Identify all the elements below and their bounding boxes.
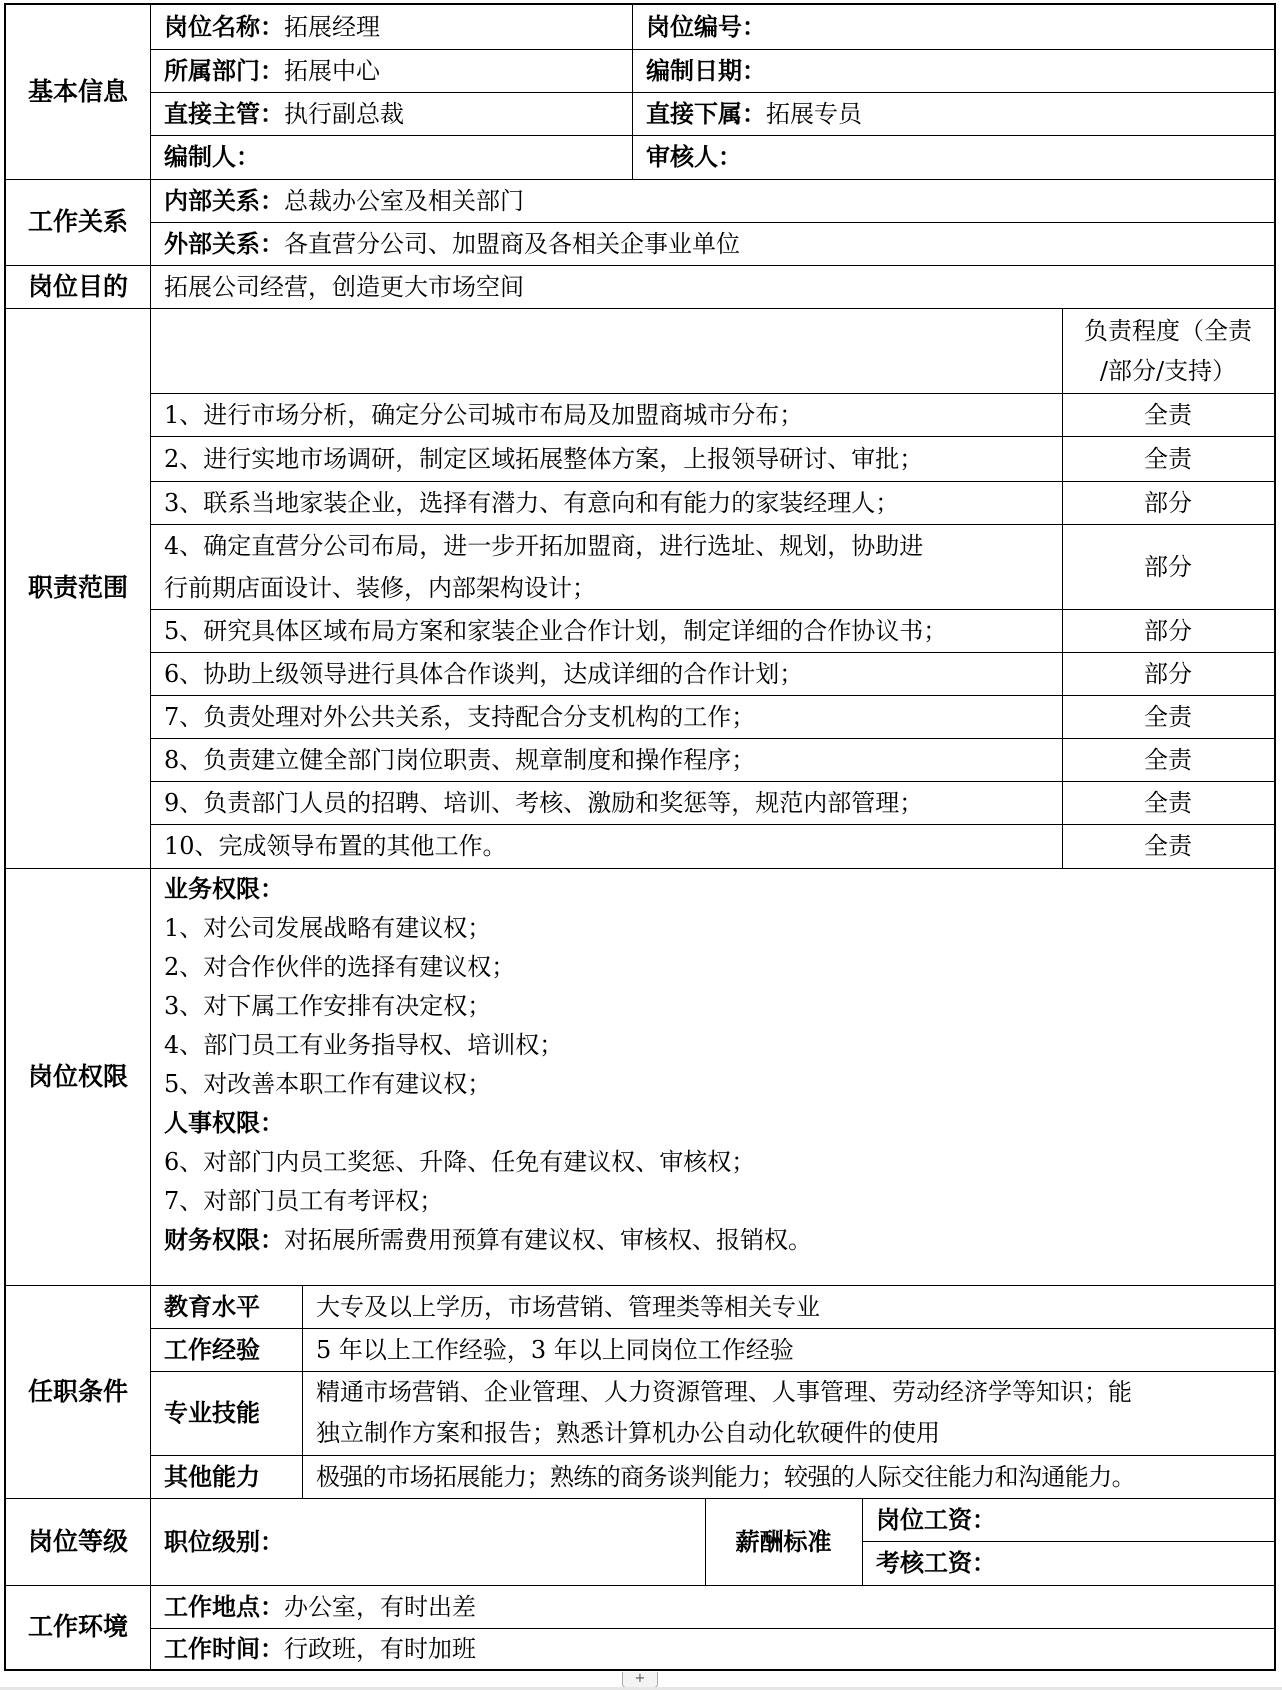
section-grade: 岗位等级 bbox=[27, 1526, 128, 1556]
author-cell bbox=[150, 135, 632, 179]
external-relations-cell bbox=[150, 222, 1274, 265]
section-responsibilities: 职责范围 bbox=[27, 573, 128, 602]
base-salary-label: 岗位工资： bbox=[876, 1505, 996, 1534]
location-value: 办公室，有时出差 bbox=[284, 1592, 476, 1621]
authority-item: 6、对部门内员工奖惩、升降、任免有建议权、审核权； bbox=[164, 1148, 756, 1176]
reviewer-label: 审核人： bbox=[646, 143, 742, 171]
section-authority: 岗位权限 bbox=[27, 1061, 128, 1091]
experience-value: 5 年以上工作经验，3 年以上同岗位工作经验 bbox=[316, 1335, 794, 1364]
responsibility-item: 9、负责部门人员的招聘、培训、考核、激励和奖惩等，规范内部管理； bbox=[164, 788, 924, 817]
date-cell bbox=[632, 49, 1274, 92]
authority-item: 7、对部门员工有考评权； bbox=[164, 1187, 444, 1215]
responsibility-degree: 全责 bbox=[1144, 400, 1192, 429]
hours-label: 工作时间： bbox=[164, 1634, 284, 1663]
internal-relations-cell bbox=[150, 179, 1274, 222]
responsibility-degree: 全责 bbox=[1144, 745, 1192, 774]
responsibility-item-line2: 行前期店面设计、装修，内部架构设计； bbox=[164, 573, 596, 602]
supervisor-value: 执行副总裁 bbox=[284, 99, 404, 128]
authority-item: 2、对合作伙伴的选择有建议权； bbox=[164, 953, 516, 981]
add-row-button[interactable]: + bbox=[622, 1672, 658, 1688]
responsibility-item: 1、进行市场分析，确定分公司城市布局及加盟商城市分布； bbox=[164, 400, 804, 429]
job-description-table bbox=[4, 3, 1276, 1671]
reviewer-cell bbox=[632, 135, 1274, 179]
authority-item: 1、对公司发展战略有建议权； bbox=[164, 914, 492, 942]
internal-relations-label: 内部关系： bbox=[164, 186, 284, 215]
department-label: 所属部门： bbox=[164, 56, 284, 85]
responsibility-item: 2、进行实地市场调研，制定区域拓展整体方案，上报领导研讨、审批； bbox=[164, 444, 924, 473]
external-relations-label: 外部关系： bbox=[164, 229, 284, 258]
level-label: 职位级别： bbox=[164, 1527, 284, 1556]
degree-header-line2: /部分/支持） bbox=[1099, 356, 1237, 385]
subordinate-value: 拓展专员 bbox=[766, 99, 862, 128]
department-value: 拓展中心 bbox=[284, 56, 380, 85]
authority-item: 4、部门员工有业务指导权、培训权； bbox=[164, 1031, 564, 1059]
skills-line1: 精通市场营销、企业管理、人力资源管理、人事管理、劳动经济学等知识；能 bbox=[316, 1378, 1132, 1406]
purpose-text: 拓展公司经营，创造更大市场空间 bbox=[164, 272, 524, 301]
responsibility-degree: 部分 bbox=[1144, 616, 1192, 645]
hours-cell bbox=[150, 1628, 1274, 1669]
finance-authority-text: 对拓展所需费用预算有建议权、审核权、报销权。 bbox=[284, 1226, 812, 1254]
location-cell bbox=[150, 1585, 1274, 1628]
responsibility-item: 5、研究具体区域布局方案和家装企业合作计划，制定详细的合作协议书； bbox=[164, 616, 948, 645]
author-label: 编制人： bbox=[164, 143, 260, 171]
responsibility-item: 3、联系当地家装企业，选择有潜力、有意向和有能力的家装经理人； bbox=[164, 488, 900, 517]
supervisor-cell bbox=[150, 92, 632, 135]
perf-salary-cell bbox=[862, 1541, 1274, 1585]
responsibility-item: 10、完成领导布置的其他工作。 bbox=[164, 832, 507, 860]
business-authority-label: 业务权限： bbox=[164, 875, 284, 903]
supervisor-label: 直接主管： bbox=[164, 99, 284, 128]
date-label: 编制日期： bbox=[646, 56, 766, 85]
skills-line2: 独立制作方案和报告；熟悉计算机办公自动化软硬件的使用 bbox=[316, 1419, 940, 1447]
responsibility-item bbox=[150, 524, 1062, 609]
job-title-value: 拓展经理 bbox=[284, 13, 380, 41]
skills-label: 专业技能 bbox=[164, 1399, 260, 1427]
personnel-authority-label: 人事权限： bbox=[164, 1109, 284, 1137]
degree-header-line1: 负责程度（全责 bbox=[1084, 316, 1252, 345]
section-environment: 工作环境 bbox=[27, 1612, 128, 1641]
external-relations-value: 各直营分公司、加盟商及各相关企事业单位 bbox=[284, 229, 740, 258]
job-code-label: 岗位编号： bbox=[646, 13, 766, 41]
other-ability-value: 极强的市场拓展能力；熟练的商务谈判能力；较强的人际交往能力和沟通能力。 bbox=[316, 1462, 1135, 1491]
authority-item: 3、对下属工作安排有决定权； bbox=[164, 992, 492, 1020]
section-relations: 工作关系 bbox=[27, 207, 128, 236]
perf-salary-label: 考核工资： bbox=[876, 1549, 996, 1577]
section-purpose: 岗位目的 bbox=[27, 271, 128, 301]
responsibility-item: 6、协助上级领导进行具体合作谈判，达成详细的合作计划； bbox=[164, 659, 804, 688]
education-label: 教育水平 bbox=[164, 1292, 260, 1321]
authority-content bbox=[150, 868, 1274, 1285]
responsibility-item-line1: 4、确定直营分公司布局，进一步开拓加盟商，进行选址、规划，协助进 bbox=[164, 531, 924, 560]
hours-value: 行政班，有时加班 bbox=[284, 1634, 476, 1663]
level-cell bbox=[150, 1498, 705, 1585]
responsibility-degree: 部分 bbox=[1144, 659, 1192, 688]
responsibility-item: 8、负责建立健全部门岗位职责、规章制度和操作程序； bbox=[164, 745, 756, 774]
authority-item: 5、对改善本职工作有建议权； bbox=[164, 1070, 492, 1098]
finance-authority-label: 财务权限： bbox=[164, 1226, 284, 1254]
job-title-label: 岗位名称： bbox=[164, 13, 284, 41]
responsibility-item: 7、负责处理对外公共关系，支持配合分支机构的工作； bbox=[164, 702, 756, 731]
responsibility-degree: 部分 bbox=[1144, 552, 1192, 581]
section-qualifications: 任职条件 bbox=[27, 1376, 128, 1406]
other-ability-label: 其他能力 bbox=[164, 1462, 260, 1491]
responsibility-degree: 全责 bbox=[1144, 702, 1192, 731]
skills-value bbox=[302, 1371, 1274, 1455]
job-title-cell bbox=[150, 5, 632, 49]
base-salary-cell bbox=[862, 1498, 1274, 1541]
degree-header bbox=[1062, 308, 1274, 393]
section-basic-info: 基本信息 bbox=[27, 77, 128, 106]
experience-label: 工作经验 bbox=[164, 1335, 260, 1364]
responsibility-degree: 全责 bbox=[1144, 788, 1192, 817]
internal-relations-value: 总裁办公室及相关部门 bbox=[284, 186, 524, 215]
subordinate-label: 直接下属： bbox=[646, 99, 766, 128]
job-code-cell bbox=[632, 5, 1274, 49]
education-value: 大专及以上学历，市场营销、管理类等相关专业 bbox=[316, 1292, 820, 1321]
responsibility-degree: 部分 bbox=[1144, 488, 1192, 517]
subordinate-cell bbox=[632, 92, 1274, 135]
department-cell bbox=[150, 49, 632, 92]
responsibility-degree: 全责 bbox=[1144, 832, 1192, 860]
location-label: 工作地点： bbox=[164, 1592, 284, 1621]
salary-standard-label: 薪酬标准 bbox=[735, 1527, 832, 1556]
responsibility-degree: 全责 bbox=[1144, 444, 1192, 473]
